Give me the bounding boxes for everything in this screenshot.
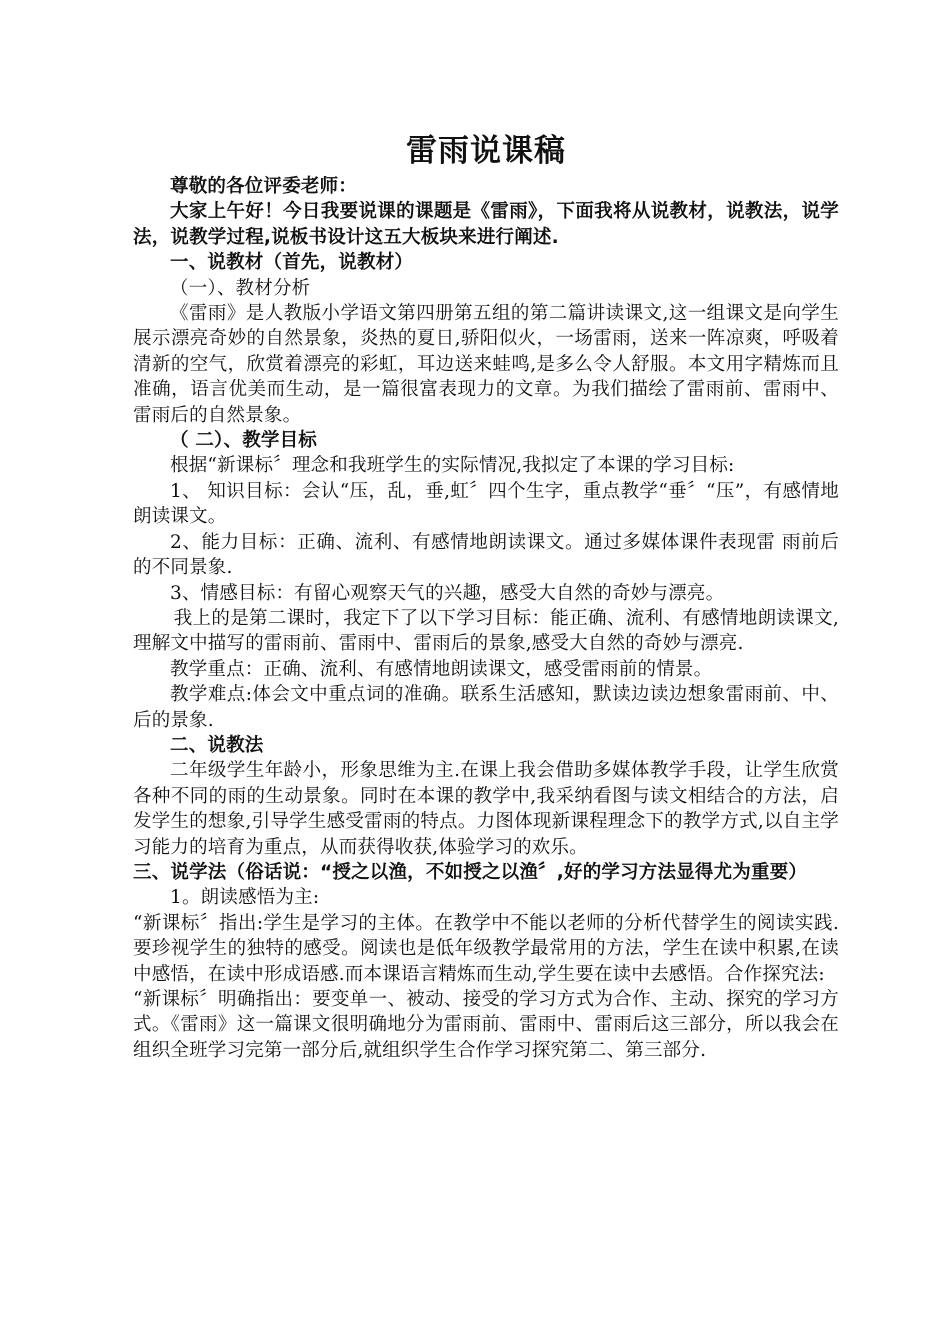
greeting: 尊敬的各位评委老师：	[170, 176, 358, 197]
intro-paragraph: 大家上午好！今日我要说课的课题是《雷雨》，下面我将从说教材，说教法，说学法，说教学过程,说板书设计这五大板块来进行阐述.	[133, 201, 839, 248]
section-2-paragraph: 二年级学生年龄小，形象思维为主.在课上我会借助多媒体教学手段，让学生欣赏各种不同的雨的生动景象。同时在本课的教学中,我采纳看图与读文相结合的方法，启发学生的想象,引导学生感受雷雨的特点。力图体现新课程理念下的教学方式,以自主学习能力的培育为重点，从而获得收获,体验学习的欢乐。	[133, 760, 839, 858]
goal-ability: 2、能力目标：正确、流利、有感情地朗读课文。通过多媒体课件表现雷 雨前后的不同景象.	[133, 531, 839, 579]
teaching-key-point: 教学重点：正确、流利、有感情地朗读课文，感受雷雨前的情景。	[170, 658, 713, 680]
goal-emotion: 3、情感目标：有留心观察天气的兴趣，感受大自然的奇妙与漂亮。	[170, 582, 725, 604]
section-3-paragraph-1: “新课标〞指出:学生是学习的主体。在教学中不能以老师的分析代替学生的阅读实践.要珍视学生的独特的感受。阅读也是低年级教学最常用的方法，学生在读中积累,在读中感悟，在读中形成语感.而本课语言精炼而生动,学生要在读中去感悟。合作探究法:	[133, 912, 839, 985]
section-1-subheading-1: （一）、教材分析	[170, 277, 311, 299]
section-1-paragraph-1: 《雷雨》是人教版小学语文第四册第五组的第二篇讲读课文,这一组课文是向学生展示漂亮奇妙的自然景象，炎热的夏日,骄阳似火，一场雷雨，送来一阵凉爽，呼吸着清新的空气，欣赏着漂亮的彩虹，耳边送来蛙鸣,是多么令人舒服。本文用字精炼而且准确，语言优美而生动，是一篇很富表现力的文章。为我们描绘了雷雨前、雷雨中、雷雨后的自然景象。	[133, 303, 839, 426]
section-1-subheading-2: （ 二）、教学目标	[170, 430, 317, 452]
section-3-paragraph-2: “新课标〞明确指出：要变单一、被动、接受的学习方式为合作、主动、探究的学习方式。《雷雨》这一篇课文很明确地分为雷雨前、雷雨中、雷雨后这三部分，所以我会在组织全班学习完第一部分后,就组织学生合作学习探究第二、第三部分.	[133, 989, 839, 1061]
teaching-difficulty: 教学难点:体会文中重点词的准确。联系生活感知，默读边读边想象雷雨前、中、后的景象.	[133, 684, 839, 731]
goal-knowledge: 1、 知识目标：会认“压，乱，垂,虹〞四个生字，重点教学“垂〞“压”，有感情地朗读课文。	[133, 480, 839, 528]
document-title: 雷雨说课稿	[406, 133, 566, 169]
section-1-heading: 一、说教材（首先，说教材）	[170, 252, 414, 274]
document-body	[133, 128, 839, 1063]
section-3-item-1: 1。朗读感悟为主:	[170, 887, 320, 909]
section-3-heading: 三、说学法（俗话说：“授之以渔，不如授之以渔〞,好的学习方法显得尤为重要）	[133, 861, 808, 883]
section-2-heading: 二、说教法	[170, 734, 264, 756]
section-1-paragraph-2: 根据“新课标〞理念和我班学生的实际情况,我拟定了本课的学习目标:	[170, 455, 735, 477]
section-1-paragraph-3: 我上的是第二课时，我定下了以下学习目标：能正确、流利、有感情地朗读课文,理解文中描写的雷雨前、雷雨中、雷雨后的景象,感受大自然的奇妙与漂亮.	[133, 607, 839, 655]
